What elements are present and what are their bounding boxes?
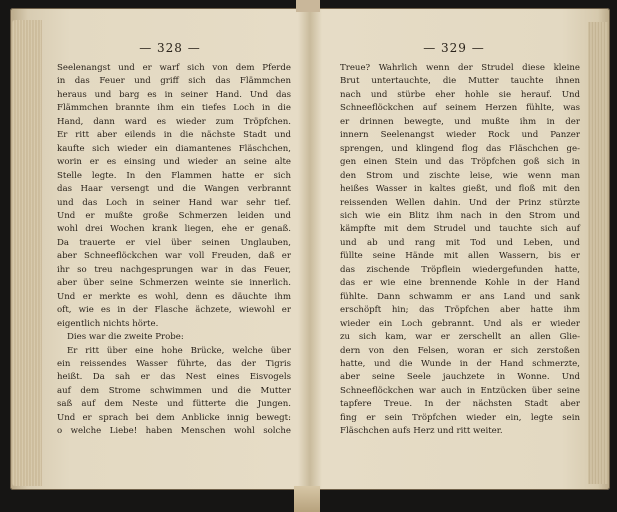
- text-line: Und er merkte es wohl, denn es däuchte ihm: [57, 291, 291, 302]
- text-line: gen einen Stein und das Tröpfchen goß sich in: [340, 157, 580, 168]
- text-line: erschöpft hin; das Tröpfchen aber hatte ihm: [340, 305, 580, 316]
- page-edges-left: [12, 20, 42, 486]
- text-line: Da trauerte er viel über seinen Unglauben,: [57, 237, 291, 248]
- text-line: Seelenangst und er warf sich von dem Pferde: [57, 63, 291, 73]
- text-line: kämpfte mit dem Strudel und tauchte sich auf: [340, 224, 580, 235]
- text-line: zu sich kam, war er zerschellt an allen Glie-: [340, 332, 580, 343]
- text-line: das zischende Tröpflein wiedergefunden hatte,: [340, 264, 580, 275]
- text-line: und ab und rang mit Tod und Leben, und: [340, 237, 580, 248]
- text-line: hatte, und die Wunde in der Hand schmerzte,: [340, 358, 580, 369]
- text-line: in das Feuer und griff sich das Flämmchen: [57, 76, 291, 87]
- text-line: und das Loch in seiner Hand war sehr tief.: [57, 197, 291, 208]
- text-line: ihr so treu nachgesprungen war in das Feuer,: [57, 264, 291, 275]
- text-line: heißes Wasser in kaltes gießt, und floß mit den: [340, 184, 580, 195]
- right-page: [322, 14, 586, 484]
- left-page: [43, 14, 297, 484]
- text-line: er drinnen bewegte, und mußte ihm in der: [340, 116, 580, 127]
- text-line: Fläschchen aufs Herz und ritt weiter.: [340, 426, 503, 437]
- text-line: kaufte sich wieder ein diamantenes Fläschchen,: [57, 143, 291, 154]
- text-line: aber Schneeflöckchen war voll Freuden, daß er: [57, 251, 291, 262]
- text-line: heraus und barg es in seiner Hand. Und das: [57, 89, 291, 100]
- text-line: Schneeflöckchen war auch in Entzücken über seine: [340, 385, 580, 396]
- text-line: das er wie eine brennende Kohle in der Hand: [340, 278, 580, 289]
- text-line: worin er es einsing und wieder an seine alte: [57, 157, 291, 168]
- text-line: fühlte. Dann schwamm er ans Land und sank: [340, 291, 580, 302]
- text-line: fing er sein Tröpfchen wieder ein, legte sein: [340, 412, 580, 423]
- page-number: — 329 —: [423, 41, 485, 55]
- text-line: Schneeflöckchen auf seinem Herzen fühlte, was: [340, 103, 580, 114]
- text-line: Flämmchen brannte ihm ein tiefes Loch in die: [57, 103, 291, 114]
- text-line: Hand, dann ward es wieder zum Tröpfchen.: [57, 116, 291, 127]
- text-line: innern Seelenangst wieder Rock und Panzer: [340, 130, 580, 141]
- page-number: — 328 —: [139, 41, 201, 55]
- page-text: [43, 62, 297, 439]
- text-line: Treue? Wahrlich wenn der Strudel diese kleine: [340, 63, 580, 73]
- text-line: sich wie ein Blitz ihm nach in den Strom und: [340, 210, 580, 221]
- text-line: auf dem Strome schwimmen und die Mutter: [57, 385, 291, 396]
- text-line: Er ritt über eine hohe Brücke, welche über: [67, 345, 291, 356]
- text-line: ein reissendes Wasser führte, das der Tigris: [57, 358, 291, 369]
- text-line: Stelle legte. In den Flammen hatte er sich: [57, 170, 291, 181]
- text-line: Dies war die zweite Probe:: [67, 332, 184, 343]
- page-text: [322, 62, 586, 439]
- bookmark-ribbon-top: [296, 0, 320, 12]
- page-edges-right: [588, 22, 608, 484]
- text-line: Er ritt aber eilends in die nächste Stadt und: [57, 130, 291, 141]
- text-line: den Strom und zischte leise, wie wenn man: [340, 170, 580, 181]
- text-line: das Haar versengt und die Wangen verbrannt: [57, 184, 291, 195]
- text-line: sprengen, und klingend flog das Fläschchen ge-: [340, 143, 580, 154]
- text-line: Und er mußte große Schmerzen leiden und: [57, 210, 291, 221]
- text-line: nach und stürbe eher hohle sie herauf. Und: [340, 89, 580, 100]
- text-line: dern von den Felsen, woran er sich zerstoßen: [340, 345, 580, 356]
- text-line: tapfere Treue. In der nächsten Stadt aber: [340, 399, 580, 410]
- text-line: eigentlich nichts hörte.: [57, 318, 159, 329]
- text-line: Brut untertauchte, die Mutter tauchte ihnen: [340, 76, 580, 87]
- text-line: heißt. Da sah er das Nest eines Eisvogels: [57, 372, 291, 383]
- text-line: wieder ein Loch gebrannt. Und als er wieder: [340, 318, 580, 329]
- bookmark-ribbon-bottom: [294, 486, 320, 512]
- text-line: Und er sprach bei dem Anblicke innig bewegt:: [57, 412, 291, 423]
- text-line: oft, wie es in der Flasche ächzete, wiewohl er: [57, 305, 291, 316]
- text-line: wohl drei Wochen krank liegen, ehe er genaß.: [57, 224, 291, 235]
- text-line: aber seine Seele jauchzete in Wonne. Und: [340, 372, 580, 383]
- text-line: saß auf dem Neste und fütterte die Jungen.: [57, 399, 291, 410]
- text-line: aber über seine Schmerzen weinte sie innerlich.: [57, 278, 291, 289]
- text-line: o welche Liebe! haben Menschen wohl solche: [57, 426, 291, 437]
- text-line: füllte seine Hände mit allen Wassern, bis er: [340, 251, 580, 262]
- text-line: reissenden Wellen dahin. Und der Prinz stürzte: [340, 197, 580, 208]
